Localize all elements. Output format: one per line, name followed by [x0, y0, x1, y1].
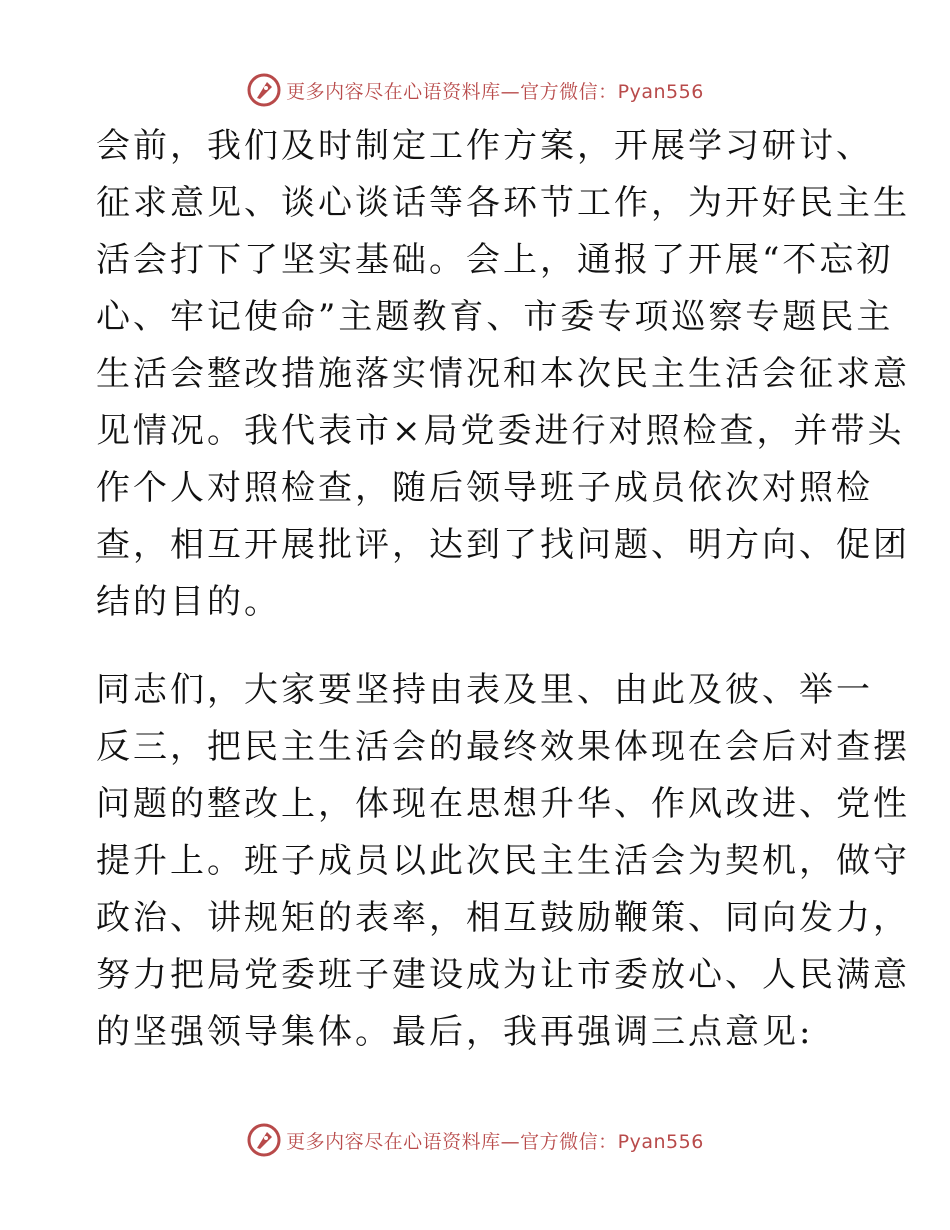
- text-line: 提升上。班子成员以此次民主生活会为契机，做守: [96, 841, 910, 881]
- text-line: 作个人对照检查，随后领导班子成员依次对照检: [96, 468, 873, 508]
- text-line: 会前，我们及时制定工作方案，开展学习研讨、: [96, 126, 873, 166]
- paragraph-2: [96, 662, 910, 1061]
- text-line: 生活会整改措施落实情况和本次民主生活会征求意: [96, 354, 910, 394]
- watermark-text: 更多内容尽在心语资料库—官方微信：Pyan556: [286, 80, 704, 103]
- pen-nib-logo-icon: [246, 1122, 282, 1158]
- pen-nib-logo-icon: [246, 72, 282, 108]
- watermark-header: [0, 70, 950, 110]
- paragraph-1: [96, 118, 910, 631]
- watermark-text: 更多内容尽在心语资料库—官方微信：Pyan556: [286, 1130, 704, 1153]
- text-line: 问题的整改上，体现在思想升华、作风改进、党性: [96, 784, 910, 824]
- text-line: 反三，把民主生活会的最终效果体现在会后对查摆: [96, 727, 910, 767]
- text-line: 结的目的。: [96, 582, 281, 622]
- text-line: 努力把局党委班子建设成为让市委放心、人民满意: [96, 955, 910, 995]
- text-line: 见情况。我代表市×局党委进行对照检查，并带头: [96, 411, 905, 451]
- text-line: 查，相互开展批评，达到了找问题、明方向、促团: [96, 525, 910, 565]
- text-line: 心、牢记使命”主题教育、市委专项巡察专题民主: [96, 297, 894, 337]
- watermark-footer: [0, 1120, 950, 1160]
- text-line: 的坚强领导集体。最后，我再强调三点意见:: [96, 1012, 814, 1052]
- text-line: 同志们，大家要坚持由表及里、由此及彼、举一: [96, 670, 873, 710]
- text-line: 征求意见、谈心谈话等各环节工作，为开好民主生: [96, 183, 910, 223]
- text-line: 活会打下了坚实基础。会上，通报了开展“不忘初: [96, 240, 894, 280]
- text-line: 政治、讲规矩的表率，相互鼓励鞭策、同向发力，: [96, 898, 910, 938]
